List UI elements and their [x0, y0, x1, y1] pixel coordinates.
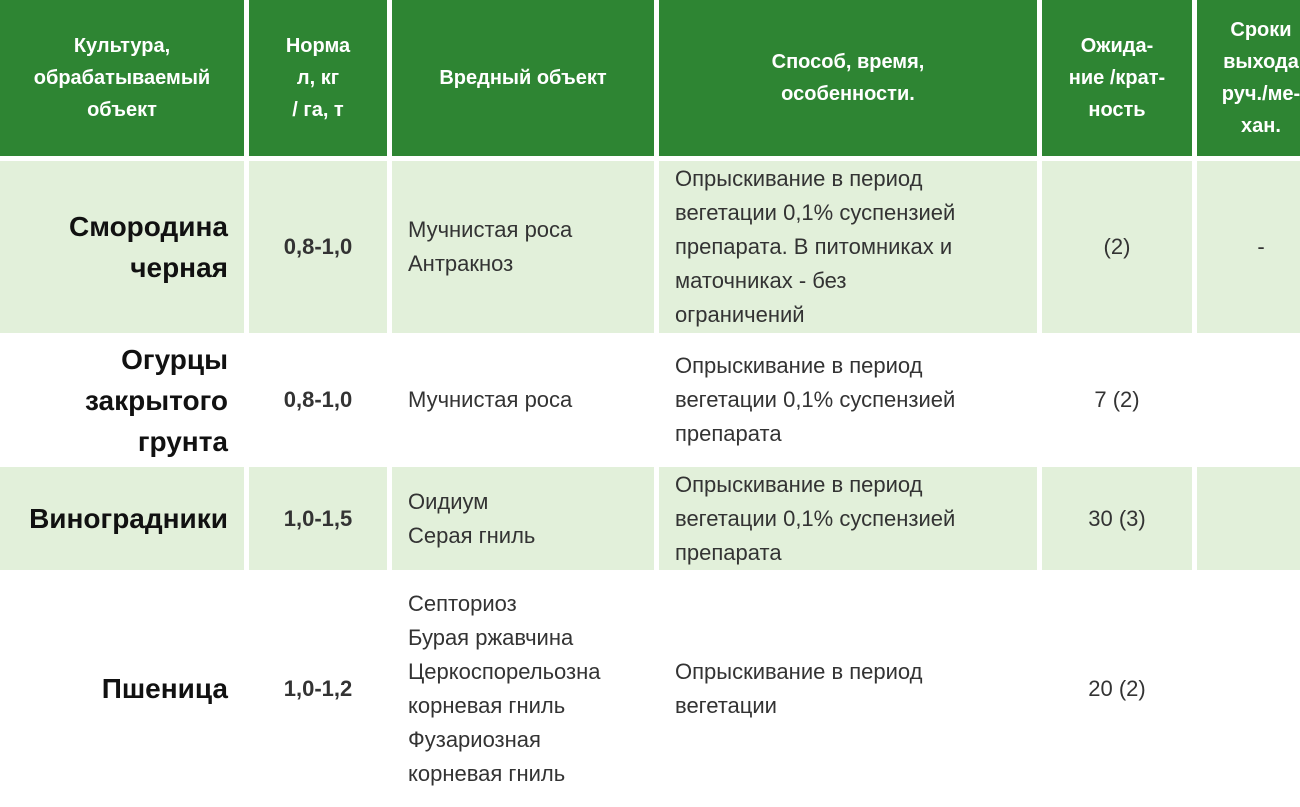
table-row-wait: 30 (3): [1042, 467, 1192, 570]
table-row-norm: 0,8-1,0: [249, 333, 387, 467]
table-row-pest: Мучнистая роса Антракноз: [392, 161, 654, 333]
table-row-wait: 7 (2): [1042, 333, 1192, 467]
table-row-crop: Пшеница: [0, 570, 244, 807]
table-row-norm: 0,8-1,0: [249, 161, 387, 333]
table-row-exit: -: [1197, 161, 1300, 333]
table-row-wait: 20 (2): [1042, 570, 1192, 807]
table-row-wait: (2): [1042, 161, 1192, 333]
header-norm: Норма л, кг / га, т: [249, 0, 387, 161]
table-row-pest: Оидиум Серая гниль: [392, 467, 654, 570]
header-exit: Сроки выхода руч./ме- хан.: [1197, 0, 1300, 161]
table-row-crop: Виноградники: [0, 467, 244, 570]
table-row-exit: [1197, 467, 1300, 570]
table-row-exit: [1197, 570, 1300, 807]
table-row-method: Опрыскивание в период вегетации 0,1% суспензией препарата: [659, 467, 1037, 570]
table-row-method: Опрыскивание в период вегетации: [659, 570, 1037, 807]
table-row-crop: Смородина черная: [0, 161, 244, 333]
table-row-exit: [1197, 333, 1300, 467]
header-crop: Культура, обрабатываемый объект: [0, 0, 244, 161]
table-row-norm: 1,0-1,2: [249, 570, 387, 807]
header-pest: Вредный объект: [392, 0, 654, 161]
table-row-method: Опрыскивание в период вегетации 0,1% суспензией препарата. В питомниках и маточниках - без ограничений: [659, 161, 1037, 333]
table-row-norm: 1,0-1,5: [249, 467, 387, 570]
table-row-method: Опрыскивание в период вегетации 0,1% суспензией препарата: [659, 333, 1037, 467]
header-method: Способ, время, особенности.: [659, 0, 1037, 161]
table-row-pest: Мучнистая роса: [392, 333, 654, 467]
table-row-crop: Огурцы закрытого грунта: [0, 333, 244, 467]
table-row-pest: Септориоз Бурая ржавчина Церкоспорельозна корневая гниль Фузариозная корневая гниль: [392, 570, 654, 807]
header-wait: Ожида- ние /крат- ность: [1042, 0, 1192, 161]
